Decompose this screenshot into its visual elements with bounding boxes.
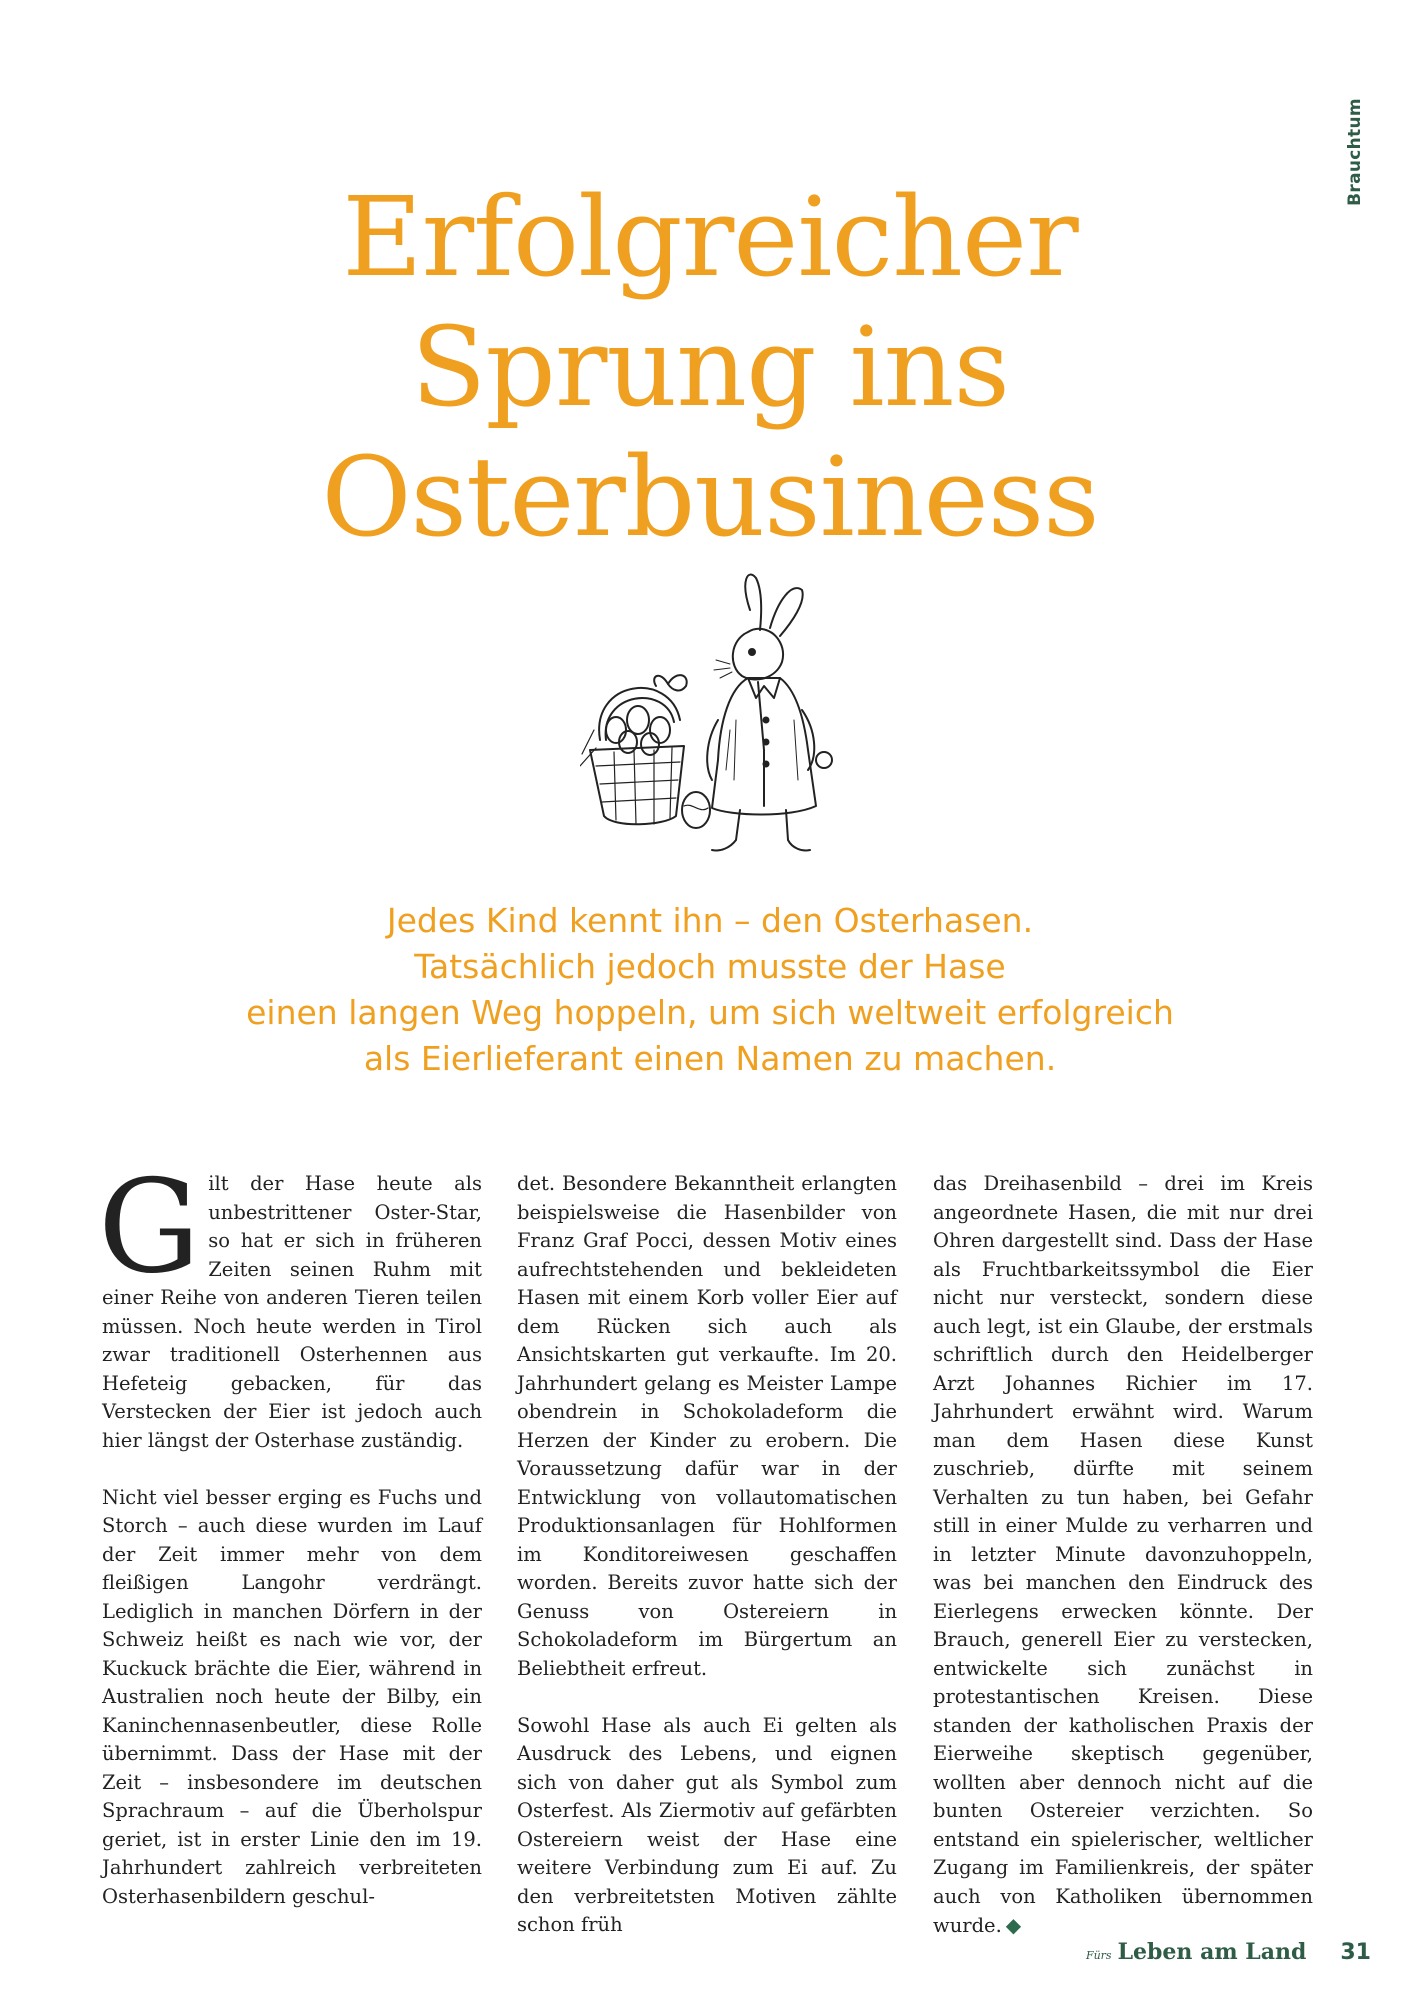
bunny-legs — [712, 810, 810, 851]
bunny-tail — [816, 752, 832, 768]
lead-line-3: einen langen Weg hoppeln, um sich weltweit erfolgreich — [246, 993, 1174, 1032]
paragraph: Sowohl Hase als auch Ei gelten als Ausdruck des Lebens, und eignen sich von daher gut als Symbol zum Osterfest. Als Ziermotiv auf gefärbten Ostereiern weist der Hase eine weitere Verbindung zum Ei auf. Zu den verbreitetsten Motiven zählte schon früh — [517, 1713, 897, 1936]
article-lead — [200, 898, 1220, 1082]
paragraph: Nicht viel besser erging es Fuchs und Storch – auch diese wurden im Lauf der Zeit immer mehr von dem fleißigen Langohr verdrängt. Lediglich in manchen Dörfern in der Schweiz heißt es nach wie vor, der Kuckuck brächte die Eier, während in Australien noch heute der Bilby, ein Kaninchennasenbeutler, diese Rolle übernimmt. Dass der Hase mit der Zeit – insbesondere im deutschen Sprachraum – auf die Überholspur geriet, ist in erster Linie den im 19. Jahrhundert zahlreich verbreiteten Osterhasenbildern geschul- — [102, 1485, 482, 1908]
paragraph-text: das Dreihasenbild – drei im Kreis angeordnete Hasen, die mit nur drei Ohren dargestellt sind. Dass der Hase als Fruchtbarkeitssymbol die Eier nicht nur versteckt, sondern diese auch legt, ist ein Glaube, der erstmals schriftlich durch den Heidelberger Arzt Johannes Richier im 17. Jahrhundert erwähnt wird. Warum man dem Hasen diese Kunst zuschrieb, dürfte mit seinem Verhalten zu tun haben, bei Gefahr still in einer Mulde zu verharren und in letzter Minute davonzuhoppeln, was bei manchen den Eindruck des Eierlegens erwecken könnte. Der Brauch, generell Eier zu verstecken, entwickelte sich zunächst in protestantischen Kreisen. Diese standen der katholischen Praxis der Eierweihe skeptisch gegenüber, wollten aber dennoch nicht auf die bunten Ostereier verzichten. So entstand ein spielerischer, weltlicher Zugang im Familienkreis, der später auch von Katholiken übernommen wurde. — [933, 1172, 1313, 1937]
lead-line-1: Jedes Kind kennt ihn – den Osterhasen. — [386, 901, 1034, 940]
drop-cap: G — [98, 1153, 201, 1302]
body-column-1 — [98, 1153, 482, 1940]
body-column-3 — [933, 1170, 1313, 1969]
end-mark-icon: ◆ — [1005, 1913, 1022, 1937]
brand-name: Leben am Land — [1117, 1939, 1307, 1965]
title-line-3: Osterbusiness — [321, 433, 1099, 561]
brand-prefix: Fürs — [1085, 1949, 1112, 1962]
lead-line-4: als Eierlieferant einen Namen zu machen. — [363, 1039, 1057, 1078]
lead-line-2: Tatsächlich jedoch musste der Hase — [414, 947, 1006, 986]
easter-bunny-illustration — [580, 570, 840, 860]
paragraph — [98, 1153, 482, 1455]
page-footer — [1086, 1932, 1371, 1972]
paragraph-text: ilt der Hase heute als unbestrittener Oster-Star, so hat er sich in früheren Zeiten seinen Ruhm mit einer Reihe von anderen Tieren teilen müssen. Noch heute werden in Tirol zwar traditionell Osterhennen aus Hefeteig gebacken, für das Verstecken der Eier ist jedoch auch hier längst der Osterhase zuständig. — [102, 1172, 482, 1452]
egg-basket — [580, 675, 710, 828]
bunny-ears — [745, 575, 802, 636]
section-tag-label: Brauchtum — [1345, 98, 1365, 206]
body-column-2 — [517, 1170, 897, 1968]
article-title — [180, 172, 1240, 562]
decorated-egg — [682, 792, 710, 828]
page-number: 31 — [1340, 1939, 1371, 1965]
title-line-2: Sprung ins — [411, 303, 1009, 431]
paragraph: det. Besondere Bekanntheit erlangten beispielsweise die Hasenbilder von Franz Graf Pocci, dessen Motiv eines aufrechtstehenden und bekleideten Hasen mit einem Korb voller Eier auf dem Rücken sich auch als Ansichtskarten gut verkaufte. Im 20. Jahrhundert gelang es Meister Lampe obendrein in Schokoladeform die Herzen der Kinder zu erobern. Die Voraussetzung dafür war in der Entwicklung von vollautomatischen Produktionsanlagen für Hohlformen im Konditoreiwesen geschaffen worden. Bereits zuvor hatte sich der Genuss von Ostereiern in Schokoladeform im Bürgertum an Beliebtheit erfreut. — [517, 1172, 897, 1680]
magazine-brand — [1086, 1939, 1306, 1965]
section-tag — [1340, 92, 1370, 212]
title-line-1: Erfolgreicher — [342, 173, 1078, 301]
bunny-head — [733, 629, 783, 680]
paragraph — [933, 1170, 1313, 1941]
bunny-eye — [749, 649, 755, 655]
